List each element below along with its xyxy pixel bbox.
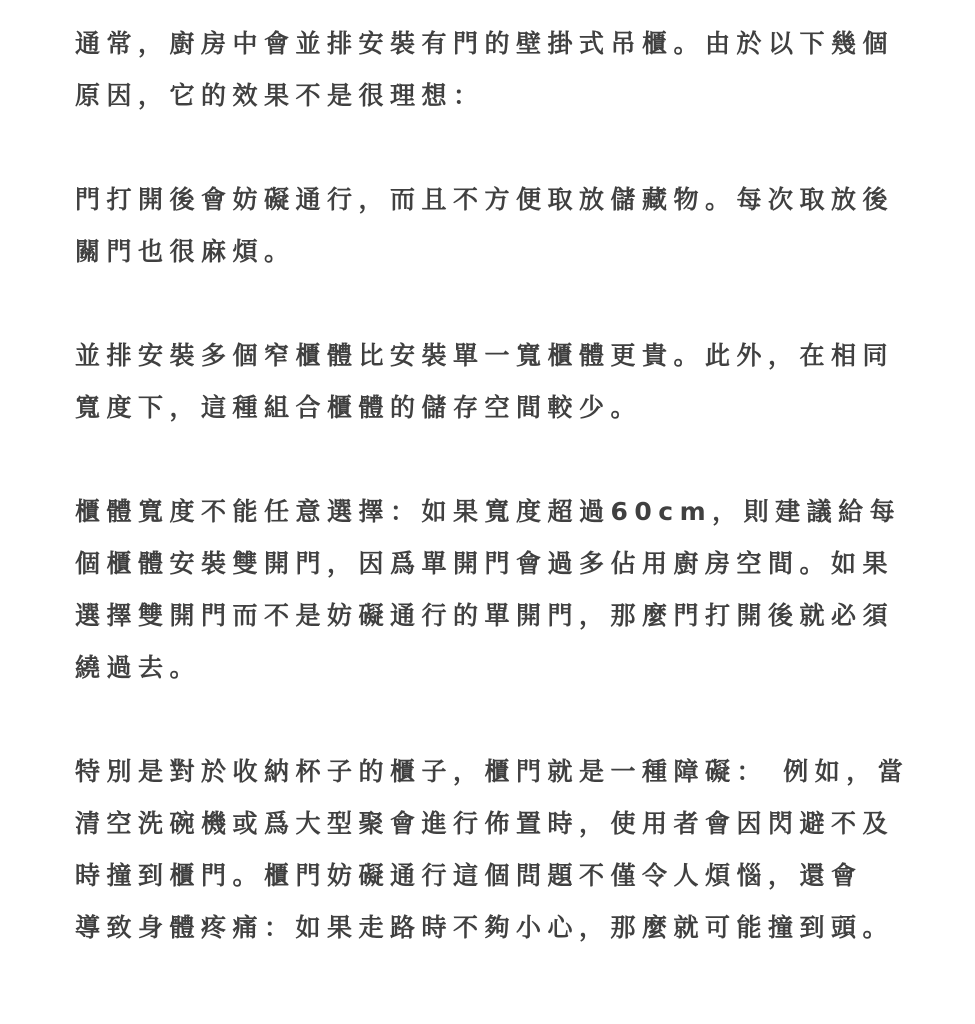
paragraph-intro xyxy=(75,18,915,122)
text-line: 櫃體寬度不能任意選擇：如果寬度超過60cm，則建議給每 xyxy=(75,497,902,526)
text-line: 並排安裝多個窄櫃體比安裝單一寬櫃體更貴。此外，在相同 xyxy=(75,341,895,370)
paragraph-door-obstruction xyxy=(75,174,915,278)
text-line: 寬度下，這種組合櫃體的儲存空間較少。 xyxy=(75,393,643,422)
text-line: 選擇雙開門而不是妨礙通行的單開門，那麼門打開後就必須 xyxy=(75,601,895,630)
text-line: 個櫃體安裝雙開門，因爲單開門會過多佔用廚房空間。如果 xyxy=(75,549,895,578)
text-line: 繞過去。 xyxy=(75,653,202,682)
text-line: 通常，廚房中會並排安裝有門的壁掛式吊櫃。由於以下幾個 xyxy=(75,29,895,58)
paragraph-cups-cabinet xyxy=(75,746,915,954)
paragraph-cost xyxy=(75,330,915,434)
text-line: 時撞到櫃門。櫃門妨礙通行這個問題不僅令人煩惱，還會 xyxy=(75,861,863,890)
text-line: 原因，它的效果不是很理想： xyxy=(75,81,485,110)
text-line: 關門也很麻煩。 xyxy=(75,237,296,266)
paragraph-width xyxy=(75,486,915,694)
text-line: 清空洗碗機或爲大型聚會進行佈置時，使用者會因閃避不及 xyxy=(75,809,895,838)
text-line: 門打開後會妨礙通行，而且不方便取放儲藏物。每次取放後 xyxy=(75,185,895,214)
text-line: 特別是對於收納杯子的櫃子，櫃門就是一種障礙： 例如，當 xyxy=(75,757,910,786)
article-body xyxy=(75,18,915,1006)
text-line: 導致身體疼痛：如果走路時不夠小心，那麼就可能撞到頭。 xyxy=(75,913,895,942)
